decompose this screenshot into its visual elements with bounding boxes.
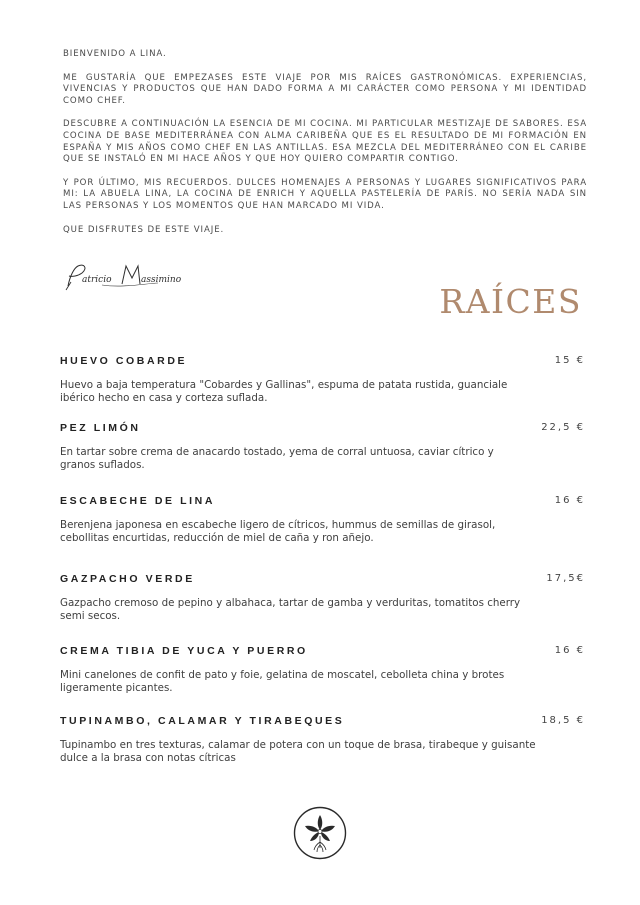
dish-description: Berenjena japonesa en escabeche ligero de cítricos, hummus de semillas de girasol, cebollitas encurtidas, reducción de miel de caña y ron añejo.: [60, 519, 496, 544]
dish-price: 16 €: [554, 645, 585, 656]
intro-paragraph-1: ME GUSTARÍA QUE EMPEZASES ESTE VIAJE POR MIS RAÍCES GASTRONÓMICAS. EXPERIENCIAS, VIVENCIAS Y PRODUCTOS QUE HAN DADO FORMA A MI CARÁCTER COMO PERSONA Y MI IDENTIDAD COMO CHEF.: [63, 72, 587, 106]
dish-name: HUEVO COBARDE: [60, 355, 188, 367]
menu-item: [60, 715, 588, 764]
menu-item: [60, 645, 588, 694]
menu-item: [60, 495, 588, 544]
intro-greeting: BIENVENIDO A LINA.: [63, 49, 167, 59]
dish-description: Huevo a baja temperatura "Cobardes y Gallinas", espuma de patata rustida, guanciale ibérico hecho en casa y corteza suflada.: [60, 379, 508, 404]
section-title: RAÍCES: [439, 282, 582, 321]
dish-name: GAZPACHO VERDE: [60, 573, 195, 585]
dish-name: ESCABECHE DE LINA: [60, 495, 216, 507]
menu-item: [60, 422, 588, 471]
flower-roots-logo-icon: [293, 806, 347, 860]
menu-item: [60, 573, 588, 622]
dish-description: Mini canelones de confit de pato y foie, gelatina de moscatel, cebolleta china y brotes ligeramente picantes.: [60, 669, 505, 694]
menu-item: [60, 355, 588, 404]
dish-name: PEZ LIMÓN: [60, 422, 141, 434]
intro-text: [63, 49, 587, 248]
dish-description: Tupinambo en tres texturas, calamar de potera con un toque de brasa, tirabeque y guisante dulce a la brasa con notas cítricas: [60, 739, 536, 764]
svg-text:atricio: atricio: [82, 275, 112, 285]
dish-price: 17,5€: [546, 573, 585, 584]
dish-price: 22,5 €: [541, 422, 585, 433]
intro-paragraph-3: Y POR ÚLTIMO, MIS RECUERDOS. DULCES HOMENAJES A PERSONAS Y LUGARES SIGNIFICATIVOS PARA MI: LA ABUELA LINA, LA COCINA DE ENRICH Y AQUELLA PASTELERÍA DE PARÍS. NO SERÍA NADA SIN LAS PERSONAS Y LOS MOMENTOS QUE HAN MARCADO MI VIDA.: [63, 177, 587, 211]
dish-description: Gazpacho cremoso de pepino y albahaca, tartar de gamba y verduritas, tomatitos cherry semi secos.: [60, 597, 521, 622]
intro-paragraph-2: DESCUBRE A CONTINUACIÓN LA ESENCIA DE MI COCINA. MI PARTICULAR MESTIZAJE DE SABORES. ESA COCINA DE BASE MEDITERRÁNEA CON ALMA CARIBEÑA QUE ES EL RESULTADO DE MI FORMACIÓN EN ESPAÑA Y MIS AÑOS COMO CHEF EN LAS ANTILLAS. ESA MEZCLA DEL MEDITERRÁNEO CON EL CARIBE QUE SE INSTALÓ EN MI HACE AÑOS Y QUE HOY QUIERO COMPARTIR CONTIGO.: [63, 119, 587, 165]
svg-text:assimino: assimino: [141, 275, 182, 285]
dish-description: En tartar sobre crema de anacardo tostado, yema de corral untuosa, caviar cítrico y granos suflados.: [60, 446, 494, 471]
dish-price: 16 €: [554, 495, 585, 506]
dish-name: TUPINAMBO, CALAMAR Y TIRABEQUES: [60, 715, 345, 727]
intro-closing: QUE DISFRUTES DE ESTE VIAJE.: [63, 224, 225, 235]
dish-price: 15 €: [554, 355, 585, 366]
dish-name: CREMA TIBIA DE YUCA Y PUERRO: [60, 645, 308, 657]
chef-signature: [62, 258, 212, 294]
dish-price: 18,5 €: [541, 715, 585, 726]
